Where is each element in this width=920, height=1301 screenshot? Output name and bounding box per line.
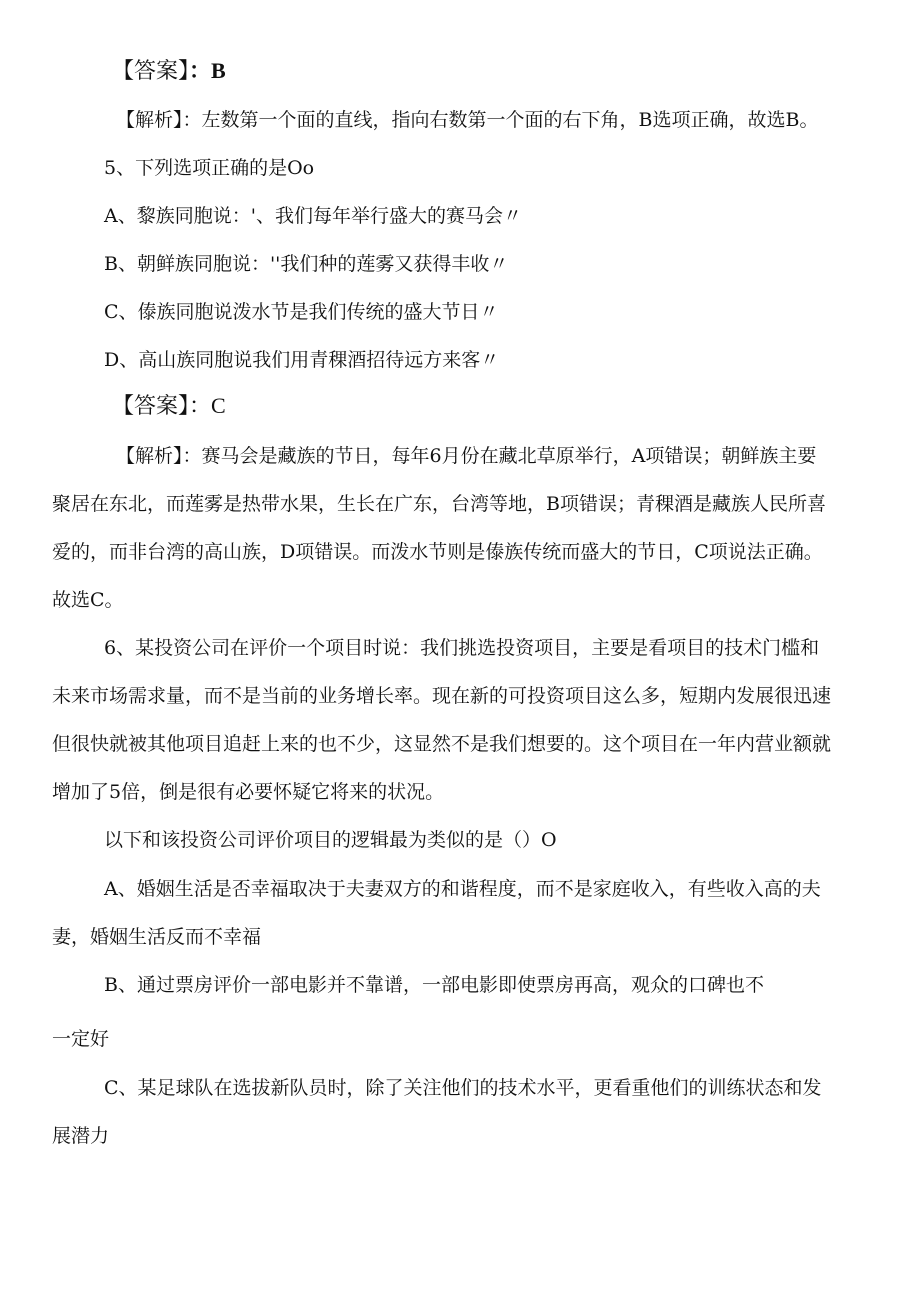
q6-stem-line-3: 但很快就被其他项目追赶上来的也不少，这显然不是我们想要的。这个项目在一年内营业额就 [52, 733, 832, 755]
q5-analysis-label: 【解析】 [116, 445, 183, 467]
q5-answer [112, 392, 226, 421]
q4-analysis [116, 108, 818, 132]
q6-stem-line-4: 增加了5倍，倒是很有必要怀疑它将来的状况。 [52, 781, 445, 803]
q4-answer-value: ：B [189, 58, 226, 83]
q5-option-d: D、高山族同胞说我们用青稞酒招待远方来客〃 [104, 349, 500, 371]
q6-stem-line-1: 6、某投资公司在评价一个项目时说：我们挑选投资项目，主要是看项目的技术门槛和 [104, 637, 820, 659]
q6-question: 以下和该投资公司评价项目的逻辑最为类似的是（）O [104, 829, 557, 851]
q6-option-b-line-2: 一定好 [52, 1028, 110, 1050]
q5-answer-label: 【答案】 [112, 394, 190, 419]
q5-stem: 5、下列选项正确的是Oo [104, 157, 315, 179]
q5-option-b: B、朝鲜族同胞说：''我们种的莲雾又获得丰收〃 [104, 253, 509, 275]
q6-option-b-line-1: B、通过票房评价一部电影并不靠谱，一部电影即使票房再高，观众的口碑也不 [104, 974, 764, 996]
q5-analysis-line-1 [116, 444, 816, 468]
q6-stem-line-2: 未来市场需求量，而不是当前的业务增长率。现在新的可投资项目这么多，短期内发展很迅速 [52, 685, 832, 707]
q5-analysis-line-2: 聚居在东北，而莲雾是热带水果，生长在广东，台湾等地，B项错误；青稞酒是藏族人民所喜 [52, 493, 826, 515]
q5-option-a: A、黎族同胞说：'、我们每年举行盛大的赛马会〃 [104, 205, 522, 227]
q5-analysis-text-1: ：赛马会是藏族的节日，每年6月份在藏北草原举行，A项错误；朝鲜族主要 [182, 445, 817, 467]
q6-option-c-line-1: C、某足球队在选拔新队员时，除了关注他们的技术水平，更看重他们的训练状态和发 [104, 1077, 822, 1099]
q4-answer [112, 57, 226, 86]
q5-analysis-line-3: 爱的，而非台湾的高山族，D项错误。而泼水节则是傣族传统而盛大的节日，C项说法正确。 [52, 541, 823, 563]
q5-analysis-line-4: 故选C。 [52, 589, 124, 611]
q6-option-a-line-1: A、婚姻生活是否幸福取决于夫妻双方的和谐程度，而不是家庭收入，有些收入高的夫 [104, 878, 821, 900]
q4-analysis-text: ：左数第一个面的直线，指向右数第一个面的右下角，B选项正确，故选B。 [182, 109, 819, 131]
q6-option-c-line-2: 展潜力 [52, 1125, 110, 1147]
q5-answer-value: ：C [189, 393, 226, 418]
q4-analysis-label: 【解析】 [116, 109, 183, 131]
q5-option-c: C、傣族同胞说泼水节是我们传统的盛大节日〃 [104, 301, 499, 323]
q4-answer-label: 【答案】 [112, 59, 190, 84]
q6-option-a-line-2: 妻，婚姻生活反而不幸福 [52, 926, 262, 948]
